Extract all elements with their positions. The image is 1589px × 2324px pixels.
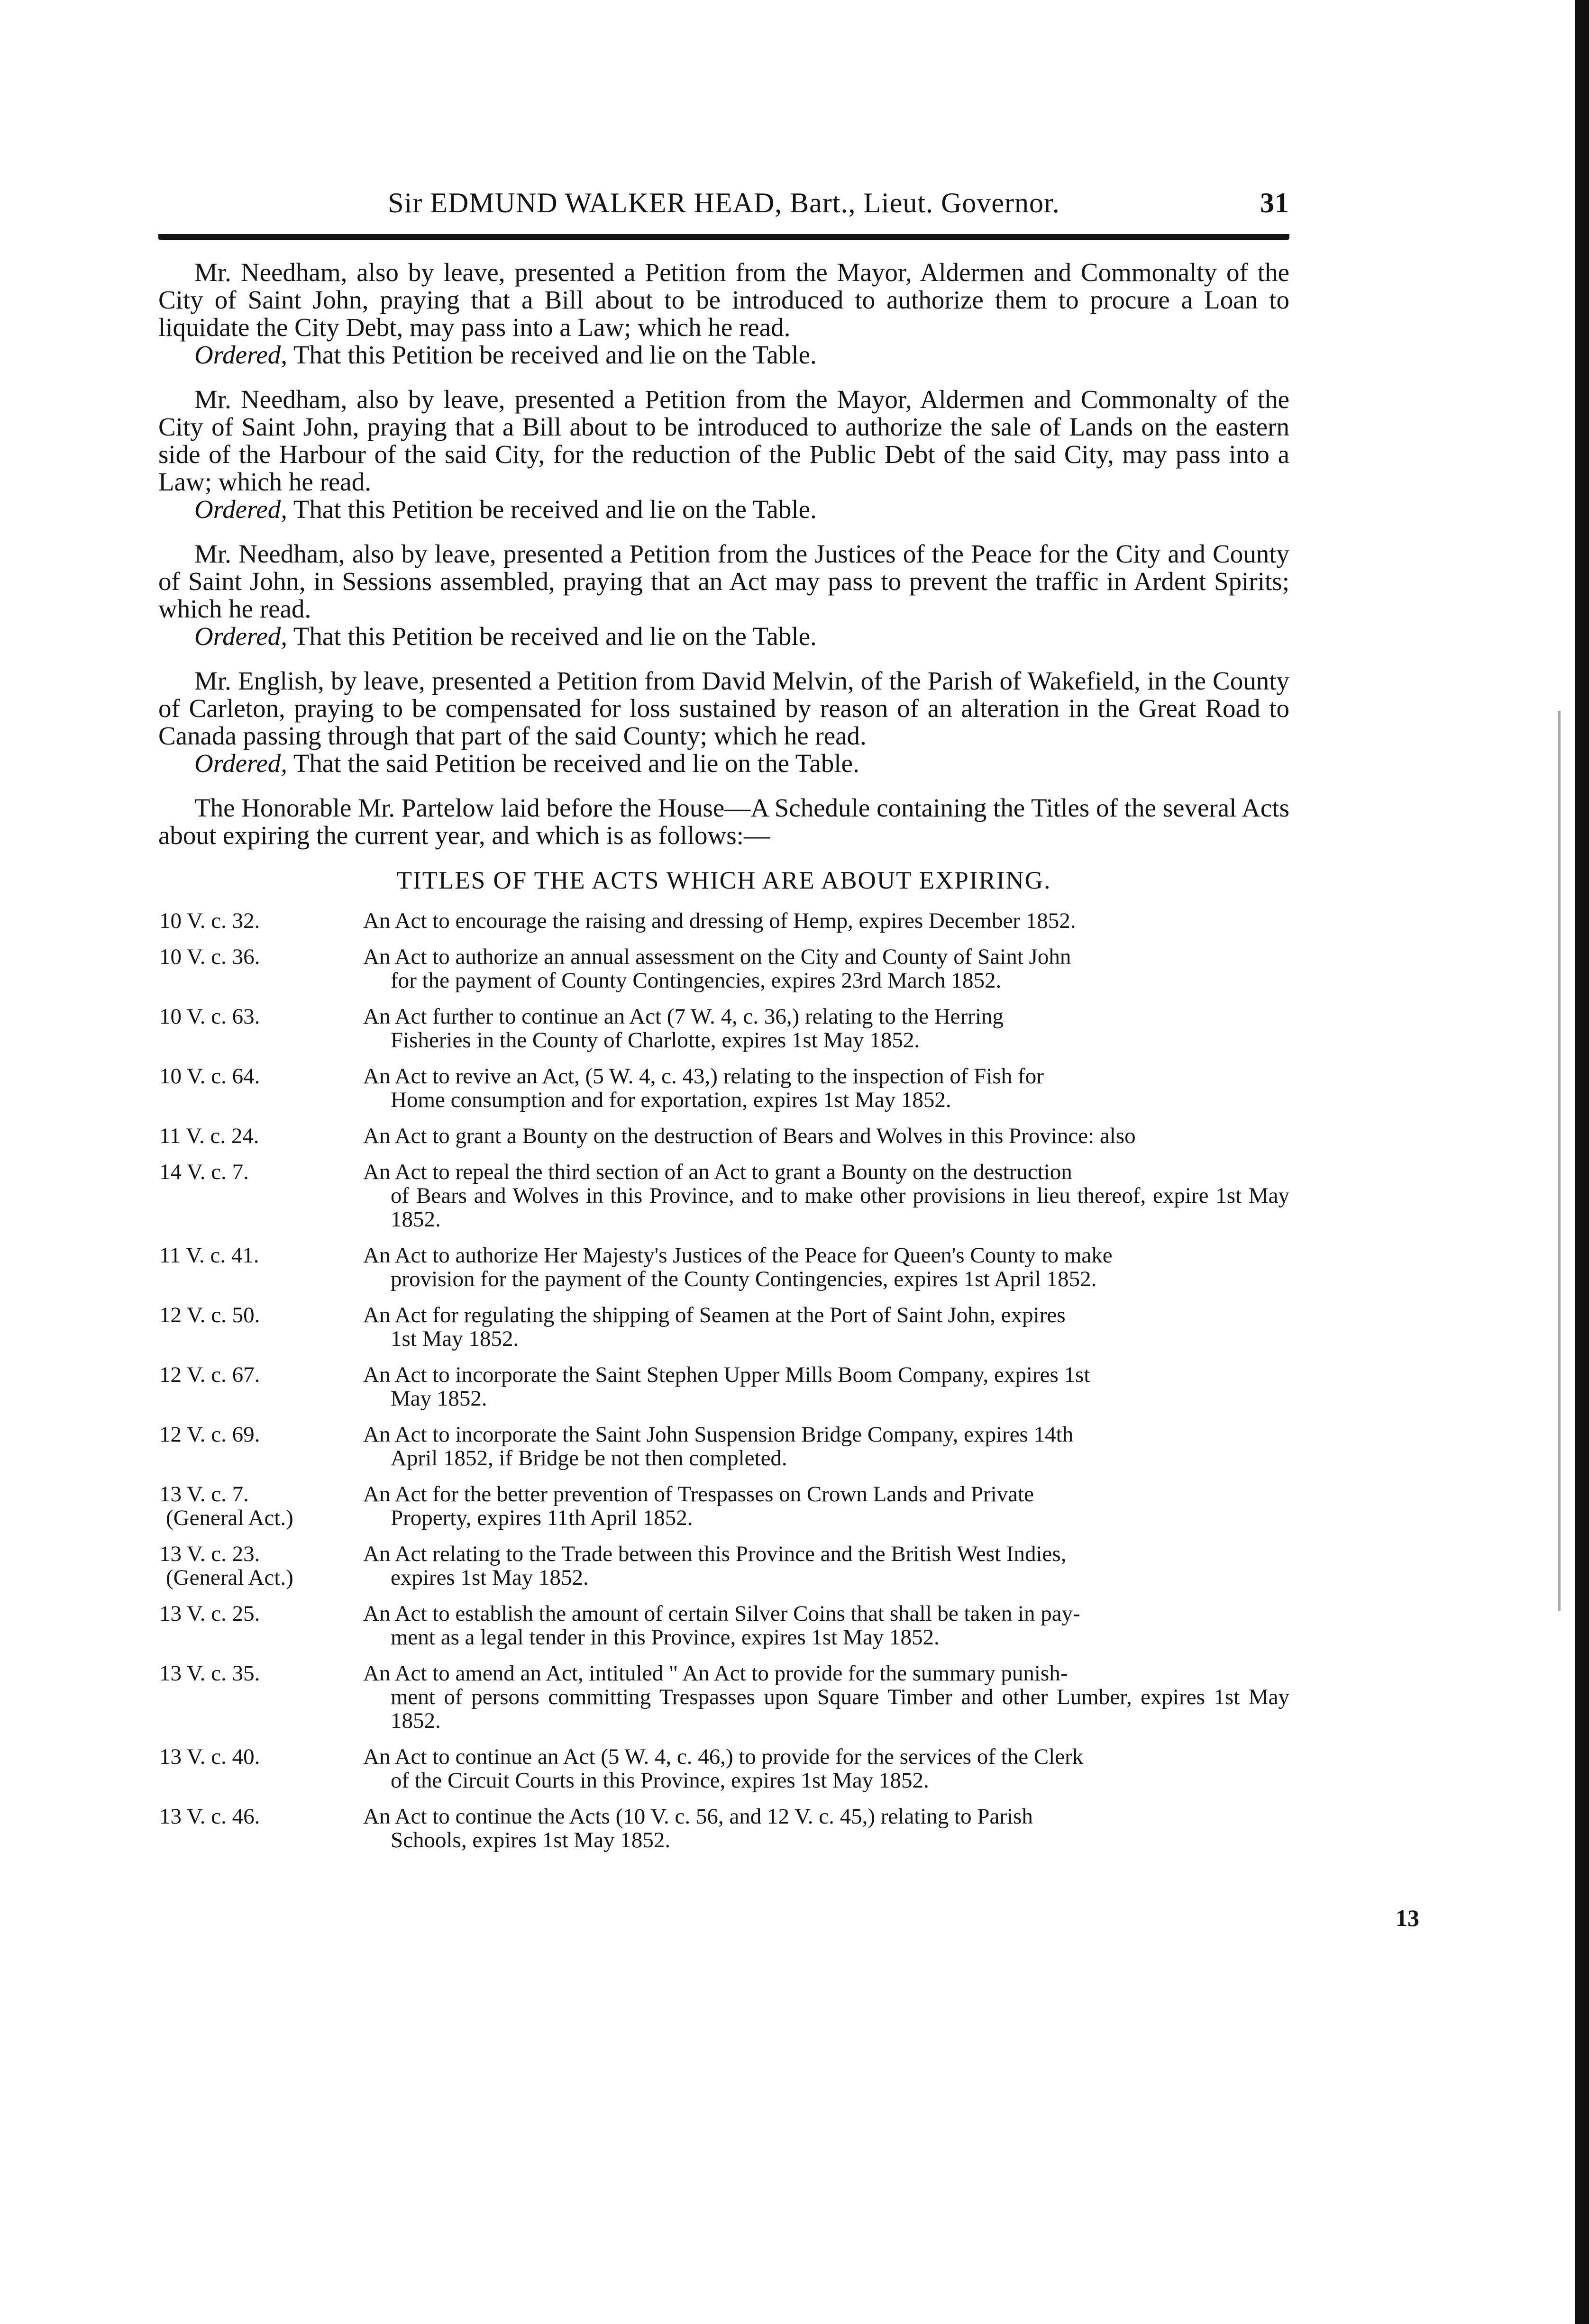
act-title-continuation: Schools, expires 1st May 1852. — [391, 1828, 671, 1852]
act-title — [363, 1423, 1289, 1470]
act-entry — [158, 1602, 1289, 1649]
act-title — [363, 909, 1289, 933]
act-title — [363, 1661, 1289, 1733]
act-citation — [158, 1363, 363, 1410]
book-page — [158, 185, 1289, 1864]
act-title-continuation: Home consumption and for exportation, expires 1st May 1852. — [391, 1088, 951, 1112]
act-citation-number: 11 V. c. 24. — [159, 1124, 259, 1148]
act-title-continuation: Property, expires 11th April 1852. — [391, 1506, 693, 1530]
act-title-line: An Act for the better prevention of Trespasses on Crown Lands and Private — [363, 1482, 1034, 1507]
act-citation-number: 13 V. c. 23. — [159, 1542, 260, 1566]
act-entry — [158, 1160, 1289, 1231]
act-citation — [158, 1244, 363, 1291]
act-title — [363, 1542, 1289, 1589]
order-line — [158, 341, 1289, 369]
order-line — [158, 623, 1289, 650]
act-citation — [158, 909, 363, 933]
act-entry — [158, 1064, 1289, 1112]
act-title-continuation: of the Circuit Courts in this Province, expires 1st May 1852. — [391, 1768, 929, 1793]
act-title — [363, 1482, 1289, 1530]
entry-text: Mr. Needham, also by leave, presented a Petition from the Justices of the Peace for the City and County of Saint John, in Sessions assembled, praying that an Act may pass to prevent the traffic in Ardent Spirits; which he read. — [158, 539, 1289, 623]
act-citation — [158, 945, 363, 992]
act-citation-number: 12 V. c. 69. — [159, 1422, 260, 1447]
act-title — [363, 1124, 1289, 1148]
journal-entry — [158, 667, 1289, 777]
order-text: That this Petition be received and lie on the Table. — [293, 495, 817, 524]
act-entry — [158, 945, 1289, 992]
act-title — [363, 1244, 1289, 1291]
act-title — [363, 1363, 1289, 1410]
journal-entry — [158, 259, 1289, 369]
act-title-line: An Act to authorize Her Majesty's Justices of the Peace for Queen's County to make — [363, 1243, 1113, 1268]
act-title — [363, 1805, 1289, 1852]
act-citation-number: 11 V. c. 41. — [159, 1243, 259, 1268]
act-title-line: An Act to establish the amount of certain Silver Coins that shall be taken in pay- — [363, 1601, 1080, 1626]
page-number: 31 — [1260, 187, 1289, 218]
order-line — [158, 750, 1289, 777]
act-entry — [158, 1542, 1289, 1589]
journal-entry — [158, 540, 1289, 650]
act-citation-number: 14 V. c. 7. — [159, 1160, 249, 1184]
act-entry — [158, 1661, 1289, 1733]
order-text: That this Petition be received and lie on the Table. — [293, 340, 817, 369]
act-title-line: An Act to incorporate the Saint Stephen Upper Mills Boom Company, expires 1st — [363, 1362, 1090, 1387]
act-citation-note: (General Act.) — [166, 1506, 293, 1530]
act-citation — [158, 1661, 363, 1733]
act-entry — [158, 1363, 1289, 1410]
entry-text: Mr. English, by leave, presented a Petition from David Melvin, of the Parish of Wakefield, in the County of Carleton, praying to be compensated for loss sustained by reason of an alteration in the Great Road to Canada passing through that part of the said County; which he read. — [158, 666, 1289, 750]
act-title — [363, 1160, 1289, 1231]
act-citation-number: 10 V. c. 63. — [159, 1004, 260, 1029]
act-citation — [158, 1005, 363, 1052]
act-title-line: An Act relating to the Trade between this Province and the British West Indies, — [363, 1542, 1067, 1566]
act-title-line: An Act to continue an Act (5 W. 4, c. 46,) to provide for the services of the Clerk — [363, 1744, 1084, 1769]
journal-entries — [158, 259, 1289, 849]
entry-text: Mr. Needham, also by leave, presented a Petition from the Mayor, Aldermen and Commonalty of the City of Saint John, praying that a Bill about to be introduced to authorize the sale of Lands on the eastern side of the Harbour of the said City, for the reduction of the Public Debt of the said City, may pass into a Law; which he read. — [158, 385, 1289, 496]
act-title-continuation: 1st May 1852. — [391, 1326, 519, 1351]
act-citation — [158, 1482, 363, 1530]
act-title — [363, 945, 1289, 992]
act-citation — [158, 1124, 363, 1148]
act-title-continuation: expires 1st May 1852. — [391, 1565, 589, 1590]
act-citation-number: 13 V. c. 7. — [159, 1482, 249, 1507]
act-citation — [158, 1064, 363, 1112]
act-entry — [158, 1303, 1289, 1351]
act-title-line: An Act to encourage the raising and dressing of Hemp, expires December 1852. — [363, 908, 1076, 933]
act-title-line: An Act to grant a Bounty on the destruction of Bears and Wolves in this Province: also — [363, 1124, 1136, 1148]
act-citation — [158, 1745, 363, 1792]
act-title-line: An Act to continue the Acts (10 V. c. 56, and 12 V. c. 45,) relating to Parish — [363, 1804, 1033, 1829]
act-citation-number: 10 V. c. 36. — [159, 944, 260, 969]
act-title-continuation: of Bears and Wolves in this Province, and to make other provisions in lieu thereof, expire 1st May 1852. — [391, 1183, 1289, 1232]
act-title-line: An Act to authorize an annual assessment on the City and County of Saint John — [363, 944, 1071, 969]
act-title-line: An Act to amend an Act, intituled " An Act to provide for the summary punish- — [363, 1661, 1068, 1686]
act-entry — [158, 909, 1289, 933]
act-citation — [158, 1542, 363, 1589]
act-citation-number: 10 V. c. 32. — [159, 908, 260, 933]
act-title-line: An Act for regulating the shipping of Seamen at the Port of Saint John, expires — [363, 1303, 1066, 1327]
act-citation — [158, 1423, 363, 1470]
running-head — [158, 185, 1289, 227]
act-title-continuation: May 1852. — [391, 1386, 487, 1411]
act-citation-number: 13 V. c. 46. — [159, 1804, 260, 1829]
schedule-heading: TITLES OF THE ACTS WHICH ARE ABOUT EXPIRING. — [396, 867, 1051, 894]
act-title — [363, 1745, 1289, 1792]
act-entry — [158, 1805, 1289, 1852]
act-title-continuation: Fisheries in the County of Charlotte, expires 1st May 1852. — [391, 1028, 920, 1053]
act-citation-number: 12 V. c. 50. — [159, 1303, 260, 1327]
entry-text: The Honorable Mr. Partelow laid before the House—A Schedule containing the Titles of the several Acts about expiring the current year, and which is as follows:— — [158, 793, 1289, 850]
acts-list — [158, 909, 1289, 1852]
act-citation — [158, 1602, 363, 1649]
act-entry — [158, 1423, 1289, 1470]
act-title-line: An Act further to continue an Act (7 W. 4, c. 36,) relating to the Herring — [363, 1004, 1004, 1029]
act-entry — [158, 1482, 1289, 1530]
act-title-continuation: ment as a legal tender in this Province, expires 1st May 1852. — [391, 1625, 940, 1650]
signature-mark: 13 — [1396, 1905, 1419, 1931]
act-entry — [158, 1244, 1289, 1291]
act-citation — [158, 1160, 363, 1231]
running-title: Sir EDMUND WALKER HEAD, Bart., Lieut. Governor. — [388, 187, 1060, 218]
act-citation-number: 13 V. c. 25. — [159, 1601, 260, 1626]
journal-entry — [158, 386, 1289, 523]
journal-entry — [158, 794, 1289, 849]
act-title — [363, 1064, 1289, 1112]
act-title-continuation: provision for the payment of the County Contingencies, expires 1st April 1852. — [391, 1267, 1097, 1291]
order-line — [158, 496, 1289, 523]
order-label: Ordered, — [194, 622, 288, 651]
act-entry — [158, 1124, 1289, 1148]
act-citation-number: 13 V. c. 35. — [159, 1661, 260, 1686]
act-citation-number: 12 V. c. 67. — [159, 1362, 260, 1387]
act-title-line: An Act to revive an Act, (5 W. 4, c. 43,) relating to the inspection of Fish for — [363, 1064, 1044, 1089]
order-label: Ordered, — [194, 749, 288, 778]
act-title — [363, 1602, 1289, 1649]
scan-edge — [1575, 0, 1589, 2324]
act-citation-number: 10 V. c. 64. — [159, 1064, 260, 1089]
act-title-continuation: ment of persons committing Trespasses upon Square Timber and other Lumber, expires 1st May 1852. — [391, 1685, 1289, 1733]
act-title — [363, 1005, 1289, 1052]
act-citation — [158, 1303, 363, 1351]
act-title-continuation: for the payment of County Contingencies, expires 23rd March 1852. — [391, 968, 1002, 993]
act-entry — [158, 1745, 1289, 1792]
order-label: Ordered, — [194, 495, 288, 524]
act-title-line: An Act to repeal the third section of an Act to grant a Bounty on the destruction — [363, 1160, 1072, 1184]
act-title — [363, 1303, 1289, 1351]
header-rule — [158, 234, 1289, 240]
act-citation-number: 13 V. c. 40. — [159, 1744, 260, 1769]
order-label: Ordered, — [194, 340, 288, 369]
entry-text: Mr. Needham, also by leave, presented a Petition from the Mayor, Aldermen and Commonalty of the City of Saint John, praying that a Bill about to be introduced to authorize them to procure a Loan to liquidate the City Debt, may pass into a Law; which he read. — [158, 258, 1289, 342]
act-citation — [158, 1805, 363, 1852]
act-title-line: An Act to incorporate the Saint John Suspension Bridge Company, expires 14th — [363, 1422, 1074, 1447]
act-entry — [158, 1005, 1289, 1052]
scan-shadow — [1558, 711, 1561, 1611]
act-citation-note: (General Act.) — [166, 1565, 293, 1590]
act-title-continuation: April 1852, if Bridge be not then completed. — [391, 1446, 787, 1471]
order-text: That this Petition be received and lie on the Table. — [293, 622, 817, 651]
order-text: That the said Petition be received and lie on the Table. — [293, 749, 859, 778]
